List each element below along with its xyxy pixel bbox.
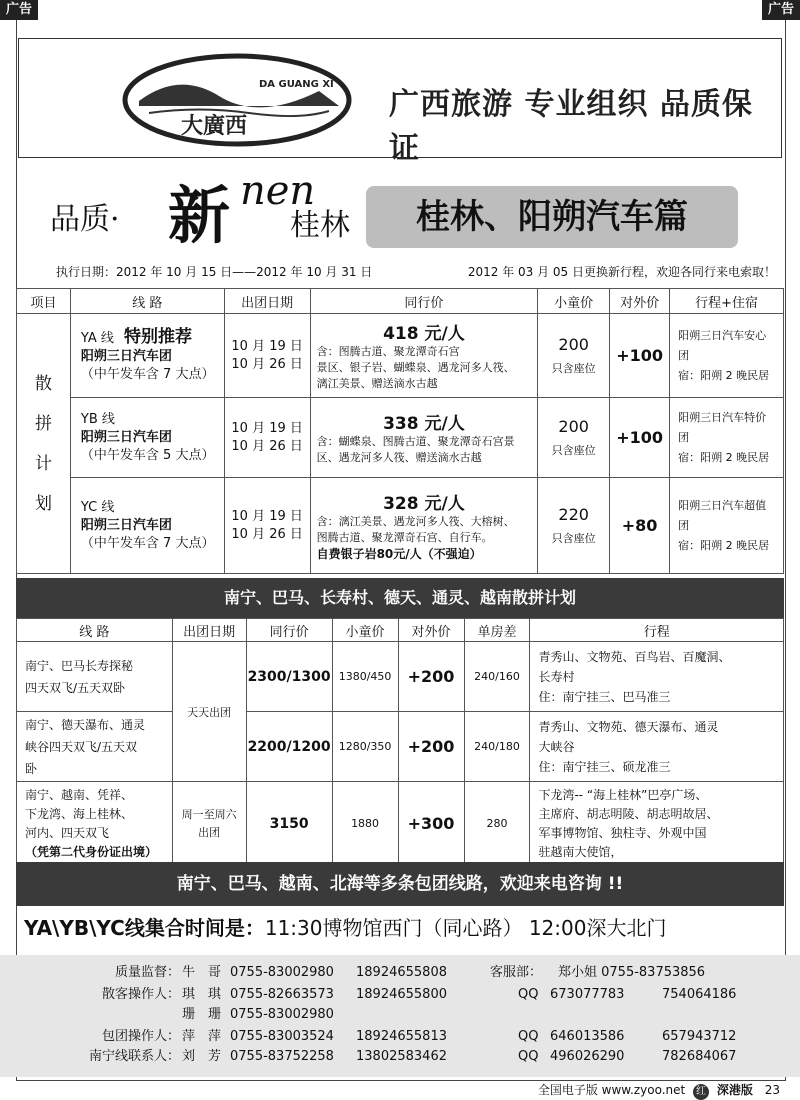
price-cell: 328 元/人 含：漓江美景、遇龙河多人筏、大榕树、 图腾古道、聚龙潭奇石宫、自行车。 自费银子岩80元/人（不强迫） — [310, 478, 538, 574]
footer-edition: 深港版 — [716, 1083, 753, 1097]
header-logo-box — [18, 38, 782, 166]
page-number: 23 — [764, 1083, 780, 1097]
update-note: 2012 年 03 月 05 日更换新行程，欢迎各同行来电索取！ — [467, 265, 776, 279]
outer-price-cell: +200 — [398, 712, 464, 782]
col-header: 同行价 — [310, 289, 538, 314]
outer-price-cell: +80 — [610, 478, 670, 574]
date-cell: 10 月 19 日 10 月 26 日 — [224, 398, 310, 478]
table-row — [17, 712, 784, 782]
assembly-time — [24, 912, 666, 941]
brand-quality: 品质· — [50, 202, 120, 237]
outer-price-cell: +100 — [610, 398, 670, 478]
ad-corner-right: 广告 — [762, 0, 800, 20]
table-row — [17, 782, 784, 866]
outer-price-cell: +300 — [398, 782, 464, 866]
table-header-row — [17, 619, 784, 642]
col-header: 行程+住宿 — [670, 289, 784, 314]
col-header: 项目 — [17, 289, 71, 314]
brand-xin: 新 — [168, 179, 231, 252]
child-price-cell: 1880 — [332, 782, 398, 866]
col-header: 对外价 — [398, 619, 464, 642]
col-header: 线 路 — [70, 289, 224, 314]
section-title: 桂林、阳朔汽车篇 — [366, 186, 738, 248]
col-header: 出团日期 — [172, 619, 246, 642]
col-header: 线 路 — [17, 619, 173, 642]
col-header: 对外价 — [610, 289, 670, 314]
trip-cell: 阳朔三日汽车超值团 宿：阳朔 2 晚民居 — [670, 478, 784, 574]
logo-en-text: DA GUANG XI — [259, 79, 334, 90]
price-cell: 418 元/人 含：图腾古道、聚龙潭奇石宫 景区、银子岩、蝴蝶泉、遇龙河多人筏、 漓江美景、赠送滴水古越 — [310, 314, 538, 398]
price-cell: 2300/1300 — [246, 642, 332, 712]
single-supp-cell: 240/180 — [464, 712, 530, 782]
trip-cell: 阳朔三日汽车安心团 宿：阳朔 2 晚民居 — [670, 314, 784, 398]
page-footer — [538, 1080, 780, 1100]
table-row — [17, 642, 784, 712]
table-row — [17, 398, 784, 478]
child-price-cell: 200 只含座位 — [538, 398, 610, 478]
route-cell: 南宁、越南、凭祥、 下龙湾、海上桂林、 河内、四天双飞 （凭第二代身份证出境） — [17, 782, 173, 866]
col-header: 行程 — [530, 619, 784, 642]
ad-corner-left: 广告 — [0, 0, 38, 20]
exec-date: 执行日期：2012 年 10 月 15 日——2012 年 10 月 31 日 — [56, 265, 373, 279]
dagx-logo — [119, 51, 355, 149]
footer-site[interactable]: 全国电子版 www.zyoo.net — [537, 1083, 686, 1097]
price-cell: 338 元/人 含：蝴蝶泉、图腾古道、聚龙潭奇石宫景 区、遇龙河多人筏、赠送滴水古越 — [310, 398, 538, 478]
child-price-cell: 1380/450 — [332, 642, 398, 712]
category-cell: 散 拼 计 划 — [17, 314, 71, 574]
logo-cn-text: 大廣西 — [181, 113, 248, 139]
date-cell: 10 月 19 日 10 月 26 日 — [224, 314, 310, 398]
single-supp-cell: 240/160 — [464, 642, 530, 712]
child-price-cell: 200 只含座位 — [538, 314, 610, 398]
col-header: 小童价 — [538, 289, 610, 314]
nanning-table — [16, 618, 784, 866]
date-cell: 周一至周六 出团 — [172, 782, 246, 866]
route-cell: YA 线 特别推荐 阳朔三日汽车团 （中午发车含 7 大点） — [70, 314, 224, 398]
trip-cell: 青秀山、文物苑、百鸟岩、百魔洞、 长寿村 住：南宁挂三、巴马准三 — [530, 642, 784, 712]
red-seal-icon: 红 — [693, 1084, 709, 1100]
outer-price-cell: +200 — [398, 642, 464, 712]
brand-title — [50, 166, 390, 252]
route-cell: YC 线 阳朔三日汽车团 （中午发车含 7 大点） — [70, 478, 224, 574]
route-cell: 南宁、巴马长寿探秘 四天双飞/五天双卧 — [17, 642, 173, 712]
trip-cell: 下龙湾-- “海上桂林”巴亭广场、 主席府、胡志明陵、胡志明故居、 军事博物馆、独柱寺、外观中国 驻越南大使馆， — [530, 782, 784, 866]
daily-cell: 天天出团 — [172, 642, 246, 782]
outer-price-cell: +100 — [610, 314, 670, 398]
col-header: 单房差 — [464, 619, 530, 642]
table-row — [17, 314, 784, 398]
slogan: 广西旅游 专业组织 品质保证 — [389, 87, 753, 166]
price-cell: 2200/1200 — [246, 712, 332, 782]
brand-en: nen — [240, 168, 316, 214]
child-price-cell: 220 只含座位 — [538, 478, 610, 574]
trip-cell: 青秀山、文物苑、德天瀑布、通灵 大峡谷 住：南宁挂三、硕龙准三 — [530, 712, 784, 782]
child-price-cell: 1280/350 — [332, 712, 398, 782]
nanning-banner: 南宁、巴马、长寿村、德天、通灵、越南散拼计划 — [16, 578, 784, 618]
price-cell: 3150 — [246, 782, 332, 866]
route-cell: 南宁、德天瀑布、通灵 峡谷四天双飞/五天双 卧 — [17, 712, 173, 782]
single-supp-cell: 280 — [464, 782, 530, 866]
table-header-row — [17, 289, 784, 314]
col-header: 小童价 — [332, 619, 398, 642]
trip-cell: 阳朔三日汽车特价团 宿：阳朔 2 晚民居 — [670, 398, 784, 478]
assembly-label: YA\YB\YC线集合时间是： — [24, 916, 265, 940]
date-cell: 10 月 19 日 10 月 26 日 — [224, 478, 310, 574]
brand-guilin: 桂林 — [290, 208, 350, 243]
date-line — [56, 263, 776, 280]
col-header: 出团日期 — [224, 289, 310, 314]
assembly-detail: 11:30博物馆西门（同心路） 12:00深大北门 — [264, 916, 667, 940]
contact-panel: 质量监督： 牛 哥 0755-83002980 18924655808 客服部： 郑小姐 0755-83753856 散客操作人： 琪 琪 0755-82663573 18924655800 QQ 673077783 754064186 珊 珊 0755-83002980 包团操作人： 萍 萍 0755-83003524 18924655813 QQ 646013586 657943712 南宁线联系人： 刘 芳 0755-83752258 13802583462 QQ 496026290 782684067 — [0, 955, 800, 1077]
table-row — [17, 478, 784, 574]
charter-banner: 南宁、巴马、越南、北海等多条包团线路，欢迎来电咨询 !! — [16, 862, 784, 906]
route-cell: YB 线 阳朔三日汽车团 （中午发车含 5 大点） — [70, 398, 224, 478]
guilin-table — [16, 288, 784, 574]
col-header: 同行价 — [246, 619, 332, 642]
